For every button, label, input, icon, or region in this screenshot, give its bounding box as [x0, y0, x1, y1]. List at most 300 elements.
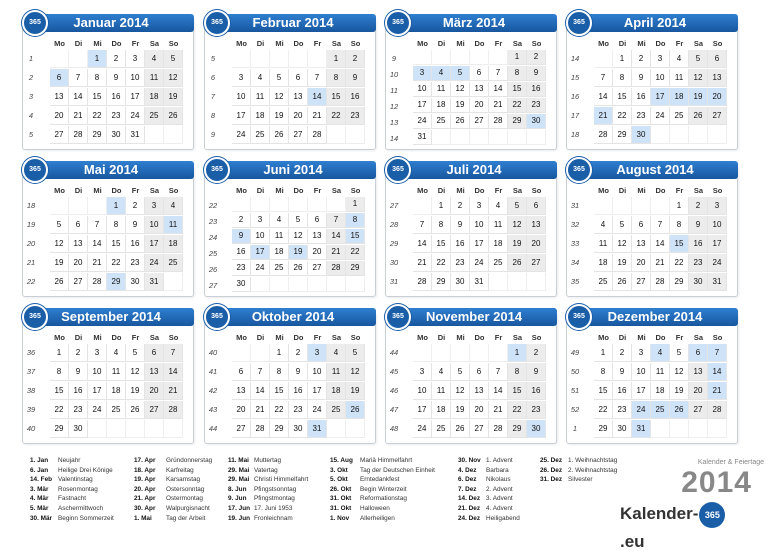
day-cell[interactable]: 27 — [470, 420, 489, 438]
day-cell[interactable]: 12 — [164, 69, 183, 87]
day-cell[interactable]: 5 — [126, 344, 145, 362]
day-cell[interactable]: 23 — [107, 107, 126, 125]
site-logo[interactable] — [620, 500, 750, 551]
day-cell[interactable]: 27 — [708, 107, 727, 125]
day-cell[interactable]: 30 — [527, 114, 546, 129]
day-cell[interactable]: 1 — [327, 50, 346, 68]
day-cell[interactable]: 7 — [327, 213, 346, 228]
day-cell[interactable]: 13 — [232, 382, 251, 400]
day-cell[interactable]: 21 — [327, 245, 346, 260]
day-cell[interactable]: 15 — [270, 382, 289, 400]
day-cell[interactable]: 20 — [632, 254, 651, 272]
day-cell[interactable]: 23 — [69, 401, 88, 419]
day-cell[interactable]: 14 — [164, 363, 183, 381]
day-cell[interactable]: 14 — [88, 235, 107, 253]
day-cell[interactable]: 26 — [670, 401, 689, 419]
day-cell[interactable]: 12 — [613, 235, 632, 253]
day-cell[interactable]: 10 — [632, 363, 651, 381]
day-cell[interactable]: 17 — [145, 235, 164, 253]
day-cell[interactable]: 9 — [232, 229, 251, 244]
day-cell[interactable]: 8 — [670, 216, 689, 234]
day-cell[interactable]: 24 — [88, 401, 107, 419]
day-cell[interactable]: 31 — [126, 126, 145, 144]
day-cell[interactable]: 31 — [145, 273, 164, 291]
day-cell[interactable]: 4 — [145, 50, 164, 68]
day-cell[interactable]: 12 — [270, 88, 289, 106]
day-cell[interactable]: 28 — [88, 273, 107, 291]
day-cell[interactable]: 11 — [594, 235, 613, 253]
day-cell[interactable]: 23 — [126, 254, 145, 272]
day-cell[interactable]: 10 — [251, 229, 270, 244]
day-cell[interactable]: 30 — [107, 126, 126, 144]
day-cell[interactable]: 6 — [470, 363, 489, 381]
day-cell[interactable]: 6 — [232, 363, 251, 381]
day-cell[interactable]: 17 — [308, 382, 327, 400]
day-cell[interactable]: 10 — [232, 88, 251, 106]
day-cell[interactable]: 4 — [107, 344, 126, 362]
day-cell[interactable]: 24 — [708, 254, 727, 272]
day-cell[interactable]: 16 — [451, 235, 470, 253]
day-cell[interactable]: 5 — [508, 197, 527, 215]
day-cell[interactable]: 14 — [708, 363, 727, 381]
day-cell[interactable]: 20 — [50, 107, 69, 125]
day-cell[interactable]: 8 — [270, 363, 289, 381]
day-cell[interactable]: 4 — [270, 213, 289, 228]
day-cell[interactable]: 5 — [50, 216, 69, 234]
day-cell[interactable]: 17 — [251, 245, 270, 260]
day-cell[interactable]: 8 — [432, 216, 451, 234]
day-cell[interactable]: 31 — [470, 273, 489, 291]
day-cell[interactable]: 30 — [689, 273, 708, 291]
day-cell[interactable]: 23 — [451, 254, 470, 272]
day-cell[interactable]: 11 — [251, 88, 270, 106]
day-cell[interactable]: 10 — [413, 82, 432, 97]
day-cell[interactable]: 24 — [651, 107, 670, 125]
day-cell[interactable]: 10 — [145, 216, 164, 234]
day-cell[interactable]: 23 — [232, 261, 251, 276]
day-cell[interactable]: 20 — [689, 382, 708, 400]
day-cell[interactable]: 19 — [613, 254, 632, 272]
day-cell[interactable]: 2 — [69, 344, 88, 362]
day-cell[interactable]: 3 — [251, 213, 270, 228]
day-cell[interactable]: 28 — [708, 401, 727, 419]
day-cell[interactable]: 26 — [270, 126, 289, 144]
day-cell[interactable]: 20 — [69, 254, 88, 272]
day-cell[interactable]: 21 — [413, 254, 432, 272]
day-cell[interactable]: 19 — [50, 254, 69, 272]
day-cell[interactable]: 13 — [689, 363, 708, 381]
day-cell[interactable]: 17 — [632, 382, 651, 400]
day-cell[interactable]: 12 — [451, 82, 470, 97]
day-cell[interactable]: 13 — [632, 235, 651, 253]
day-cell[interactable]: 8 — [594, 363, 613, 381]
day-cell[interactable]: 29 — [346, 261, 365, 276]
day-cell[interactable]: 8 — [346, 213, 365, 228]
day-cell[interactable]: 16 — [632, 88, 651, 106]
day-cell[interactable]: 4 — [651, 344, 670, 362]
day-cell[interactable]: 19 — [289, 245, 308, 260]
day-cell[interactable]: 16 — [232, 245, 251, 260]
day-cell[interactable]: 22 — [432, 254, 451, 272]
day-cell[interactable]: 9 — [527, 363, 546, 381]
day-cell[interactable]: 1 — [594, 344, 613, 362]
day-cell[interactable]: 29 — [432, 273, 451, 291]
day-cell[interactable]: 5 — [451, 363, 470, 381]
day-cell[interactable]: 7 — [651, 216, 670, 234]
day-cell[interactable]: 15 — [50, 382, 69, 400]
day-cell[interactable]: 21 — [69, 107, 88, 125]
day-cell[interactable]: 18 — [432, 98, 451, 113]
day-cell[interactable]: 14 — [489, 382, 508, 400]
day-cell[interactable]: 9 — [346, 69, 365, 87]
day-cell[interactable]: 4 — [489, 197, 508, 215]
day-cell[interactable]: 4 — [251, 69, 270, 87]
day-cell[interactable]: 1 — [88, 50, 107, 68]
day-cell[interactable]: 11 — [107, 363, 126, 381]
day-cell[interactable]: 7 — [489, 363, 508, 381]
day-cell[interactable]: 20 — [527, 235, 546, 253]
day-cell[interactable]: 16 — [527, 82, 546, 97]
day-cell[interactable]: 17 — [470, 235, 489, 253]
day-cell[interactable]: 23 — [527, 401, 546, 419]
day-cell[interactable]: 4 — [670, 50, 689, 68]
day-cell[interactable]: 3 — [308, 344, 327, 362]
day-cell[interactable]: 25 — [107, 401, 126, 419]
day-cell[interactable]: 21 — [88, 254, 107, 272]
day-cell[interactable]: 13 — [50, 88, 69, 106]
day-cell[interactable]: 22 — [107, 254, 126, 272]
day-cell[interactable]: 15 — [594, 382, 613, 400]
day-cell[interactable]: 26 — [451, 420, 470, 438]
day-cell[interactable]: 28 — [164, 401, 183, 419]
day-cell[interactable]: 22 — [88, 107, 107, 125]
day-cell[interactable]: 26 — [689, 107, 708, 125]
day-cell[interactable]: 22 — [508, 98, 527, 113]
day-cell[interactable]: 14 — [489, 82, 508, 97]
day-cell[interactable]: 22 — [270, 401, 289, 419]
day-cell[interactable]: 1 — [107, 197, 126, 215]
day-cell[interactable]: 20 — [232, 401, 251, 419]
day-cell[interactable]: 27 — [145, 401, 164, 419]
day-cell[interactable]: 13 — [69, 235, 88, 253]
day-cell[interactable]: 20 — [289, 107, 308, 125]
day-cell[interactable]: 25 — [164, 254, 183, 272]
day-cell[interactable]: 23 — [632, 107, 651, 125]
day-cell[interactable]: 3 — [232, 69, 251, 87]
day-cell[interactable]: 2 — [689, 197, 708, 215]
day-cell[interactable]: 14 — [69, 88, 88, 106]
day-cell[interactable]: 15 — [670, 235, 689, 253]
day-cell[interactable]: 27 — [689, 401, 708, 419]
day-cell[interactable]: 10 — [126, 69, 145, 87]
day-cell[interactable]: 19 — [270, 107, 289, 125]
day-cell[interactable]: 6 — [470, 66, 489, 81]
day-cell[interactable]: 29 — [508, 420, 527, 438]
day-cell[interactable]: 29 — [670, 273, 689, 291]
day-cell[interactable]: 31 — [308, 420, 327, 438]
day-cell[interactable]: 19 — [508, 235, 527, 253]
day-cell[interactable]: 19 — [451, 401, 470, 419]
day-cell[interactable]: 19 — [164, 88, 183, 106]
day-cell[interactable]: 25 — [432, 420, 451, 438]
day-cell[interactable]: 30 — [232, 277, 251, 292]
day-cell[interactable]: 17 — [413, 401, 432, 419]
day-cell[interactable]: 9 — [527, 66, 546, 81]
day-cell[interactable]: 15 — [88, 88, 107, 106]
day-cell[interactable]: 9 — [126, 216, 145, 234]
day-cell[interactable]: 9 — [613, 363, 632, 381]
day-cell[interactable]: 7 — [489, 66, 508, 81]
day-cell[interactable]: 2 — [346, 50, 365, 68]
day-cell[interactable]: 23 — [689, 254, 708, 272]
day-cell[interactable]: 13 — [289, 88, 308, 106]
day-cell[interactable]: 11 — [489, 216, 508, 234]
day-cell[interactable]: 18 — [432, 401, 451, 419]
day-cell[interactable]: 15 — [508, 82, 527, 97]
day-cell[interactable]: 25 — [327, 401, 346, 419]
day-cell[interactable]: 21 — [594, 107, 613, 125]
day-cell[interactable]: 5 — [670, 344, 689, 362]
day-cell[interactable]: 5 — [451, 66, 470, 81]
day-cell[interactable]: 13 — [470, 82, 489, 97]
day-cell[interactable]: 15 — [346, 229, 365, 244]
day-cell[interactable]: 25 — [251, 126, 270, 144]
day-cell[interactable]: 13 — [527, 216, 546, 234]
day-cell[interactable]: 16 — [107, 88, 126, 106]
day-cell[interactable]: 27 — [232, 420, 251, 438]
day-cell[interactable]: 2 — [632, 50, 651, 68]
day-cell[interactable]: 2 — [527, 344, 546, 362]
day-cell[interactable]: 9 — [289, 363, 308, 381]
day-cell[interactable]: 22 — [50, 401, 69, 419]
day-cell[interactable]: 31 — [632, 420, 651, 438]
day-cell[interactable]: 13 — [708, 69, 727, 87]
day-cell[interactable]: 11 — [651, 363, 670, 381]
day-cell[interactable]: 3 — [126, 50, 145, 68]
day-cell[interactable]: 1 — [270, 344, 289, 362]
day-cell[interactable]: 20 — [470, 401, 489, 419]
day-cell[interactable]: 28 — [489, 114, 508, 129]
day-cell[interactable]: 29 — [88, 126, 107, 144]
day-cell[interactable]: 16 — [689, 235, 708, 253]
day-cell[interactable]: 21 — [251, 401, 270, 419]
day-cell[interactable]: 13 — [145, 363, 164, 381]
day-cell[interactable]: 31 — [708, 273, 727, 291]
day-cell[interactable]: 21 — [651, 254, 670, 272]
day-cell[interactable]: 19 — [670, 382, 689, 400]
day-cell[interactable]: 16 — [527, 382, 546, 400]
day-cell[interactable]: 27 — [632, 273, 651, 291]
day-cell[interactable]: 27 — [69, 273, 88, 291]
day-cell[interactable]: 3 — [651, 50, 670, 68]
day-cell[interactable]: 5 — [689, 50, 708, 68]
day-cell[interactable]: 2 — [451, 197, 470, 215]
day-cell[interactable]: 8 — [107, 216, 126, 234]
day-cell[interactable]: 8 — [508, 363, 527, 381]
day-cell[interactable]: 15 — [327, 88, 346, 106]
day-cell[interactable]: 4 — [164, 197, 183, 215]
day-cell[interactable]: 19 — [451, 98, 470, 113]
day-cell[interactable]: 5 — [613, 216, 632, 234]
day-cell[interactable]: 16 — [126, 235, 145, 253]
day-cell[interactable]: 2 — [527, 50, 546, 65]
day-cell[interactable]: 21 — [708, 382, 727, 400]
day-cell[interactable]: 9 — [689, 216, 708, 234]
day-cell[interactable]: 30 — [69, 420, 88, 438]
day-cell[interactable]: 24 — [251, 261, 270, 276]
day-cell[interactable]: 11 — [270, 229, 289, 244]
day-cell[interactable]: 12 — [670, 363, 689, 381]
day-cell[interactable]: 6 — [69, 216, 88, 234]
day-cell[interactable]: 14 — [413, 235, 432, 253]
day-cell[interactable]: 15 — [432, 235, 451, 253]
day-cell[interactable]: 25 — [432, 114, 451, 129]
day-cell[interactable]: 14 — [594, 88, 613, 106]
day-cell[interactable]: 3 — [708, 197, 727, 215]
day-cell[interactable]: 29 — [613, 126, 632, 144]
day-cell[interactable]: 13 — [308, 229, 327, 244]
day-cell[interactable]: 16 — [289, 382, 308, 400]
day-cell[interactable]: 3 — [470, 197, 489, 215]
day-cell[interactable]: 28 — [594, 126, 613, 144]
day-cell[interactable]: 11 — [432, 382, 451, 400]
day-cell[interactable]: 30 — [126, 273, 145, 291]
day-cell[interactable]: 17 — [651, 88, 670, 106]
day-cell[interactable]: 19 — [126, 382, 145, 400]
day-cell[interactable]: 24 — [470, 254, 489, 272]
day-cell[interactable]: 25 — [594, 273, 613, 291]
day-cell[interactable]: 1 — [613, 50, 632, 68]
day-cell[interactable]: 11 — [432, 82, 451, 97]
day-cell[interactable]: 18 — [251, 107, 270, 125]
day-cell[interactable]: 30 — [613, 420, 632, 438]
day-cell[interactable]: 25 — [651, 401, 670, 419]
day-cell[interactable]: 26 — [50, 273, 69, 291]
day-cell[interactable]: 8 — [613, 69, 632, 87]
day-cell[interactable]: 8 — [508, 66, 527, 81]
day-cell[interactable]: 22 — [327, 107, 346, 125]
day-cell[interactable]: 18 — [670, 88, 689, 106]
day-cell[interactable]: 4 — [432, 363, 451, 381]
day-cell[interactable]: 10 — [708, 216, 727, 234]
day-cell[interactable]: 24 — [413, 114, 432, 129]
day-cell[interactable]: 4 — [594, 216, 613, 234]
day-cell[interactable]: 13 — [470, 382, 489, 400]
day-cell[interactable]: 10 — [413, 382, 432, 400]
day-cell[interactable]: 6 — [708, 50, 727, 68]
day-cell[interactable]: 9 — [69, 363, 88, 381]
day-cell[interactable]: 17 — [413, 98, 432, 113]
day-cell[interactable]: 16 — [69, 382, 88, 400]
day-cell[interactable]: 12 — [508, 216, 527, 234]
day-cell[interactable]: 2 — [232, 213, 251, 228]
day-cell[interactable]: 12 — [346, 363, 365, 381]
day-cell[interactable]: 24 — [413, 420, 432, 438]
day-cell[interactable]: 23 — [346, 107, 365, 125]
day-cell[interactable]: 15 — [613, 88, 632, 106]
day-cell[interactable]: 16 — [613, 382, 632, 400]
day-cell[interactable]: 19 — [346, 382, 365, 400]
day-cell[interactable]: 11 — [327, 363, 346, 381]
day-cell[interactable]: 17 — [708, 235, 727, 253]
day-cell[interactable]: 6 — [145, 344, 164, 362]
day-cell[interactable]: 20 — [308, 245, 327, 260]
day-cell[interactable]: 1 — [508, 50, 527, 65]
day-cell[interactable]: 27 — [50, 126, 69, 144]
day-cell[interactable]: 28 — [651, 273, 670, 291]
day-cell[interactable]: 10 — [651, 69, 670, 87]
day-cell[interactable]: 10 — [308, 363, 327, 381]
day-cell[interactable]: 3 — [145, 197, 164, 215]
day-cell[interactable]: 28 — [413, 273, 432, 291]
day-cell[interactable]: 18 — [164, 235, 183, 253]
day-cell[interactable]: 7 — [164, 344, 183, 362]
day-cell[interactable]: 3 — [632, 344, 651, 362]
day-cell[interactable]: 29 — [107, 273, 126, 291]
day-cell[interactable]: 20 — [470, 98, 489, 113]
day-cell[interactable]: 9 — [451, 216, 470, 234]
day-cell[interactable]: 25 — [670, 107, 689, 125]
day-cell[interactable]: 7 — [251, 363, 270, 381]
day-cell[interactable]: 1 — [432, 197, 451, 215]
day-cell[interactable]: 11 — [670, 69, 689, 87]
day-cell[interactable]: 14 — [651, 235, 670, 253]
day-cell[interactable]: 12 — [689, 69, 708, 87]
day-cell[interactable]: 24 — [126, 107, 145, 125]
day-cell[interactable]: 29 — [50, 420, 69, 438]
day-cell[interactable]: 6 — [632, 216, 651, 234]
day-cell[interactable]: 8 — [50, 363, 69, 381]
day-cell[interactable]: 29 — [594, 420, 613, 438]
day-cell[interactable]: 18 — [489, 235, 508, 253]
day-cell[interactable]: 1 — [508, 344, 527, 362]
day-cell[interactable]: 5 — [346, 344, 365, 362]
day-cell[interactable]: 25 — [145, 107, 164, 125]
day-cell[interactable]: 22 — [508, 401, 527, 419]
day-cell[interactable]: 28 — [489, 420, 508, 438]
day-cell[interactable]: 30 — [632, 126, 651, 144]
day-cell[interactable]: 24 — [145, 254, 164, 272]
day-cell[interactable]: 9 — [107, 69, 126, 87]
day-cell[interactable]: 12 — [126, 363, 145, 381]
day-cell[interactable]: 18 — [651, 382, 670, 400]
day-cell[interactable]: 26 — [508, 254, 527, 272]
day-cell[interactable]: 6 — [689, 344, 708, 362]
day-cell[interactable]: 26 — [451, 114, 470, 129]
day-cell[interactable]: 7 — [594, 69, 613, 87]
day-cell[interactable]: 1 — [670, 197, 689, 215]
day-cell[interactable]: 26 — [346, 401, 365, 419]
day-cell[interactable]: 18 — [270, 245, 289, 260]
day-cell[interactable]: 7 — [308, 69, 327, 87]
day-cell[interactable]: 26 — [126, 401, 145, 419]
day-cell[interactable]: 3 — [88, 344, 107, 362]
day-cell[interactable]: 11 — [145, 69, 164, 87]
day-cell[interactable]: 14 — [327, 229, 346, 244]
day-cell[interactable]: 29 — [508, 114, 527, 129]
day-cell[interactable]: 31 — [413, 130, 432, 145]
day-cell[interactable]: 28 — [308, 126, 327, 144]
day-cell[interactable]: 12 — [50, 235, 69, 253]
day-cell[interactable]: 16 — [346, 88, 365, 106]
day-cell[interactable]: 24 — [232, 126, 251, 144]
day-cell[interactable]: 27 — [289, 126, 308, 144]
day-cell[interactable]: 23 — [527, 98, 546, 113]
day-cell[interactable]: 17 — [232, 107, 251, 125]
day-cell[interactable]: 5 — [164, 50, 183, 68]
day-cell[interactable]: 7 — [708, 344, 727, 362]
day-cell[interactable]: 14 — [251, 382, 270, 400]
